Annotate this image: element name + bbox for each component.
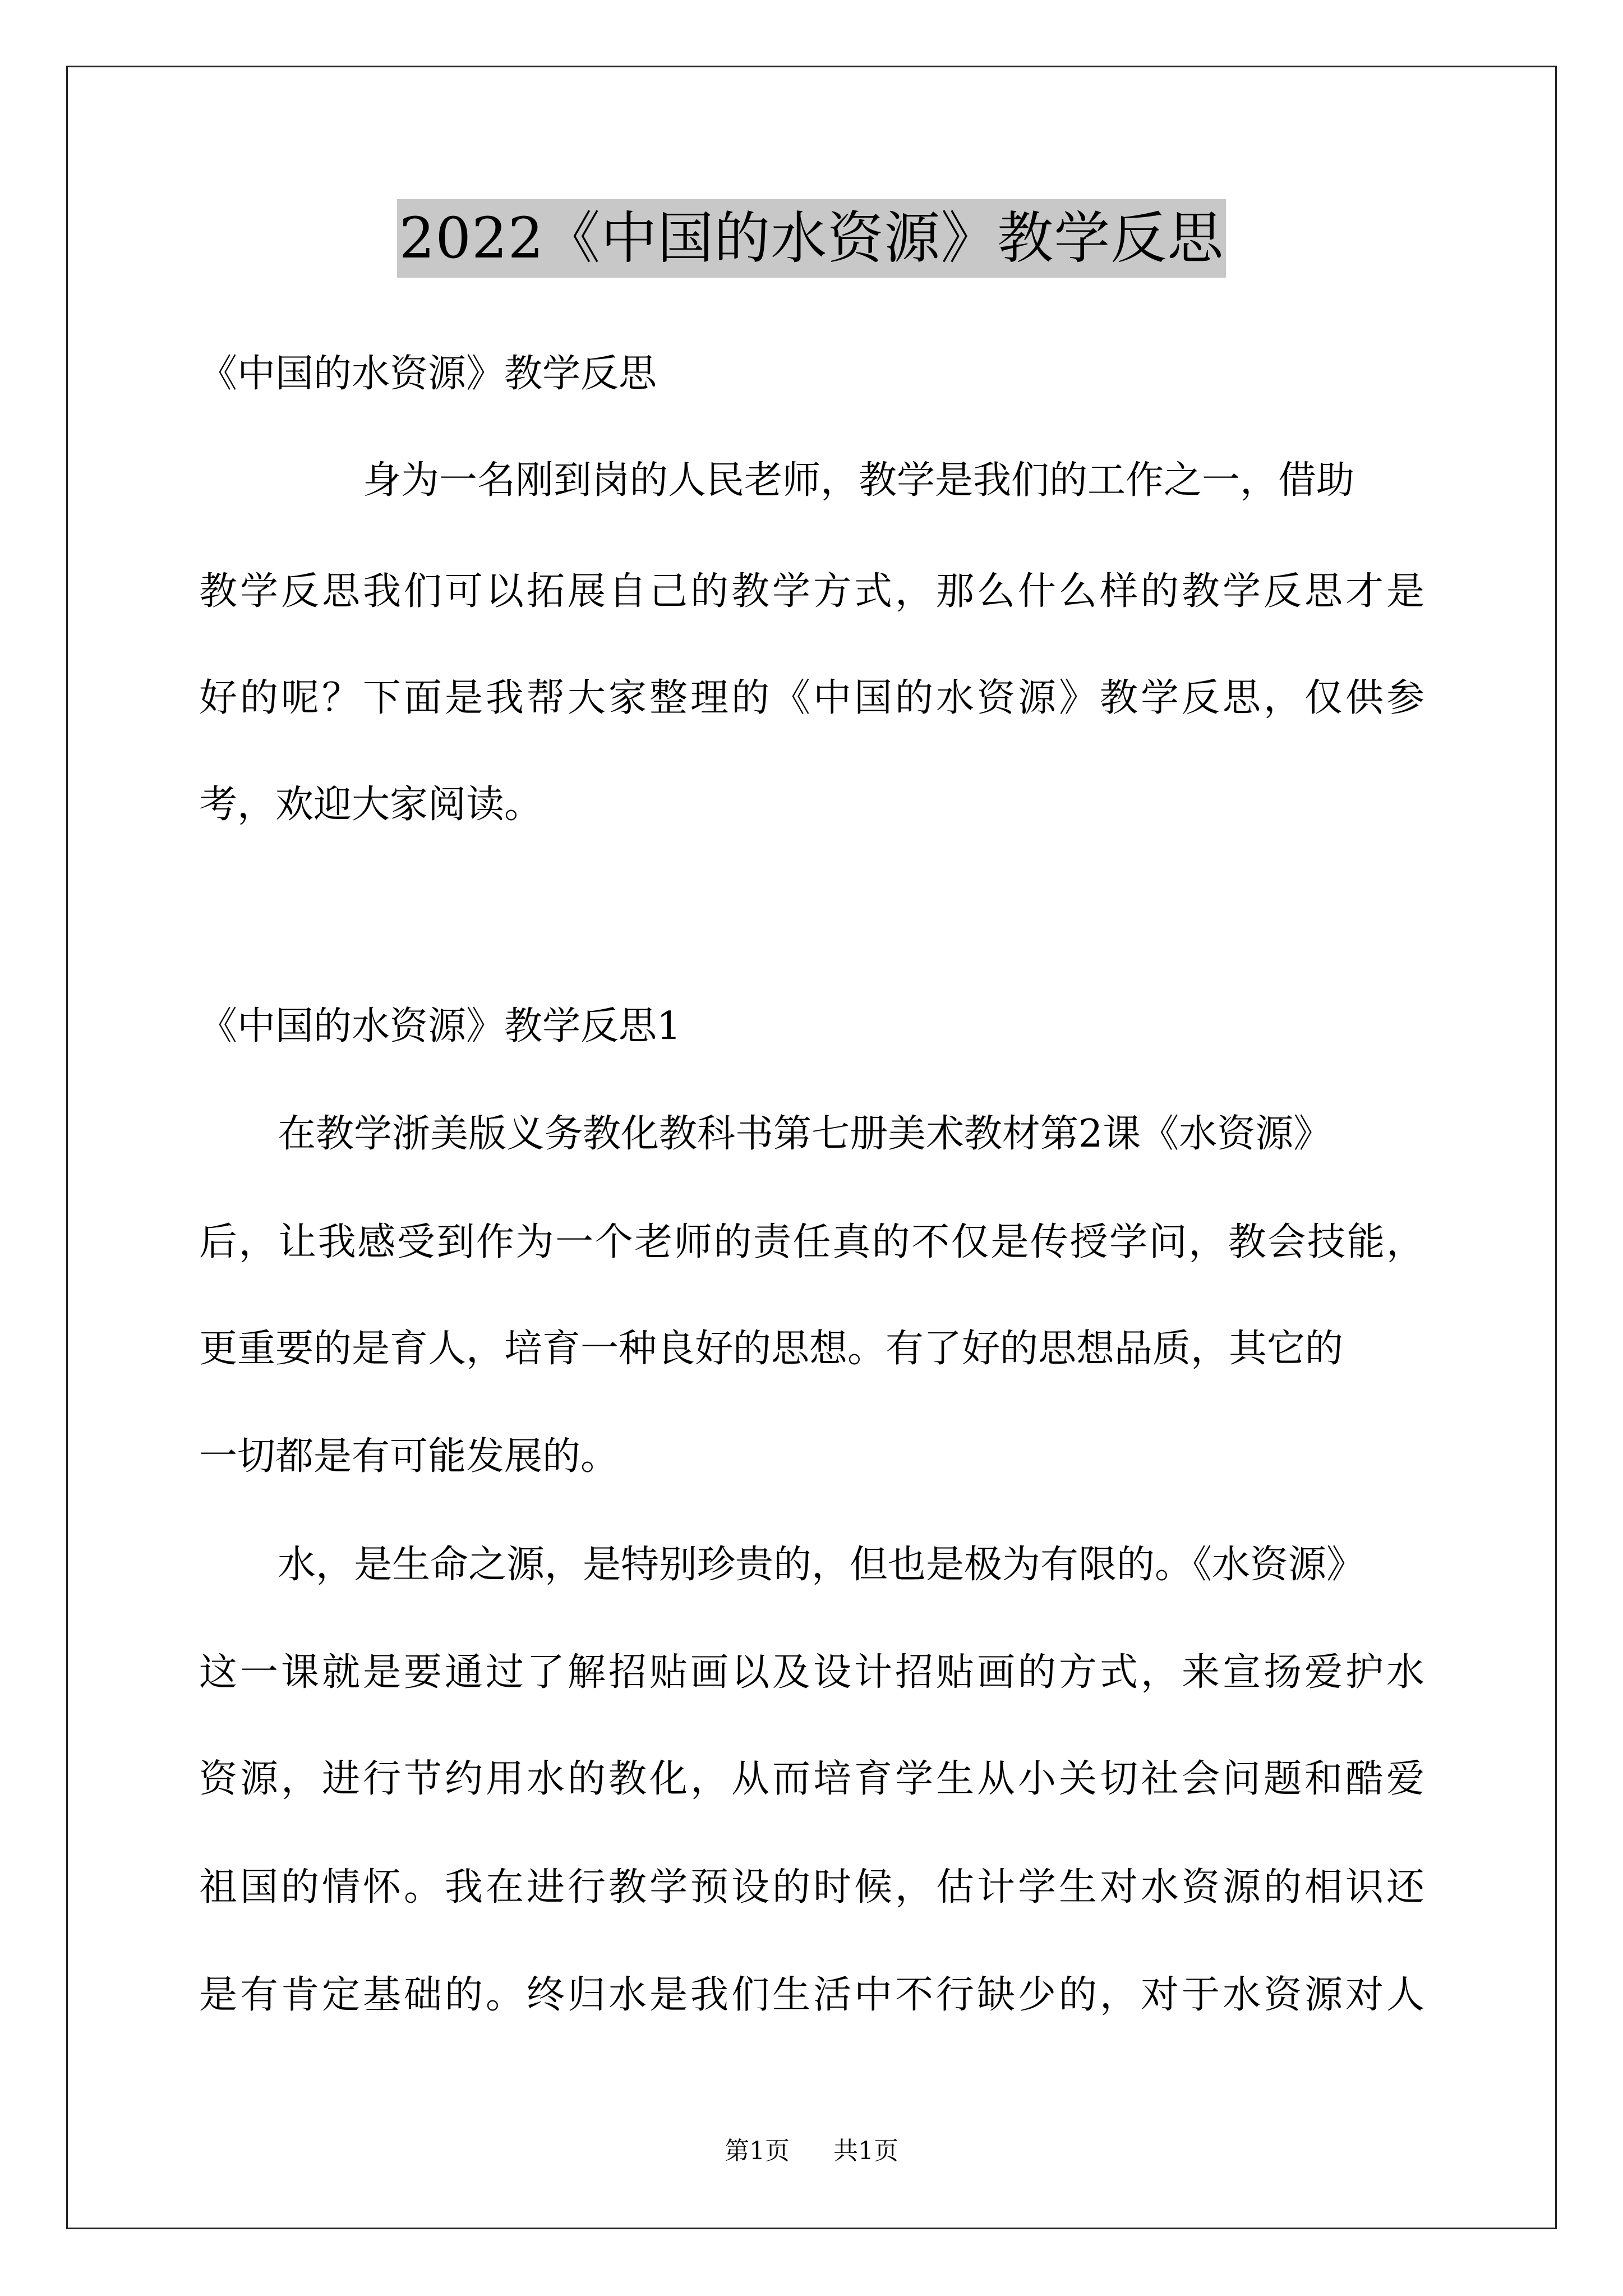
intro-line-2: 教学反思我们可以拓展自己的教学方式，那么什么样的教学反思才是 (199, 569, 1424, 614)
para1-line-3: 更重要的是育人，培育一种良好的思想。有了好的思想品质，其它的 (199, 1327, 1344, 1371)
document-title: 2022《中国的水资源》教学反思 (397, 199, 1227, 278)
para2-line-4: 祖国的情怀。我在进行教学预设的时候，估计学生对水资源的相识还 (199, 1865, 1424, 1910)
para1-line-1: 在教学浙美版义务教化教科书第七册美术教材第2课《水资源》 (278, 1112, 1332, 1156)
document-subtitle: 《中国的水资源》教学反思 (199, 352, 657, 396)
page-number-total: 共1页 (833, 2137, 898, 2165)
page-number-current: 第1页 (725, 2137, 790, 2165)
para2-line-2: 这一课就是要通过了解招贴画以及设计招贴画的方式，来宣扬爱护水 (199, 1650, 1424, 1695)
para1-line-2: 后，让我感受到作为一个老师的责任真的不仅是传授学问，教会技能， (199, 1220, 1424, 1264)
para2-line-5: 是有肯定基础的。终归水是我们生活中不行缺少的，对于水资源对人 (199, 1973, 1424, 2017)
section-heading: 《中国的水资源》教学反思1 (199, 1004, 681, 1048)
page-footer (0, 2134, 1623, 2168)
intro-line-4: 考，欢迎大家阅读。 (199, 783, 543, 827)
title-container (0, 199, 1623, 278)
intro-line-3: 好的呢？下面是我帮大家整理的《中国的水资源》教学反思，仅供参 (199, 676, 1424, 720)
intro-line-1: 身为一名刚到岗的人民老师，教学是我们的工作之一，借助 (363, 458, 1355, 503)
para1-line-4: 一切都是有可能发展的。 (199, 1434, 619, 1479)
para2-line-3: 资源，进行节约用水的教化，从而培育学生从小关切社会问题和酷爱 (199, 1757, 1424, 1801)
para2-line-1: 水，是生命之源，是特别珍贵的，但也是极为有限的。《水资源》 (278, 1543, 1365, 1587)
